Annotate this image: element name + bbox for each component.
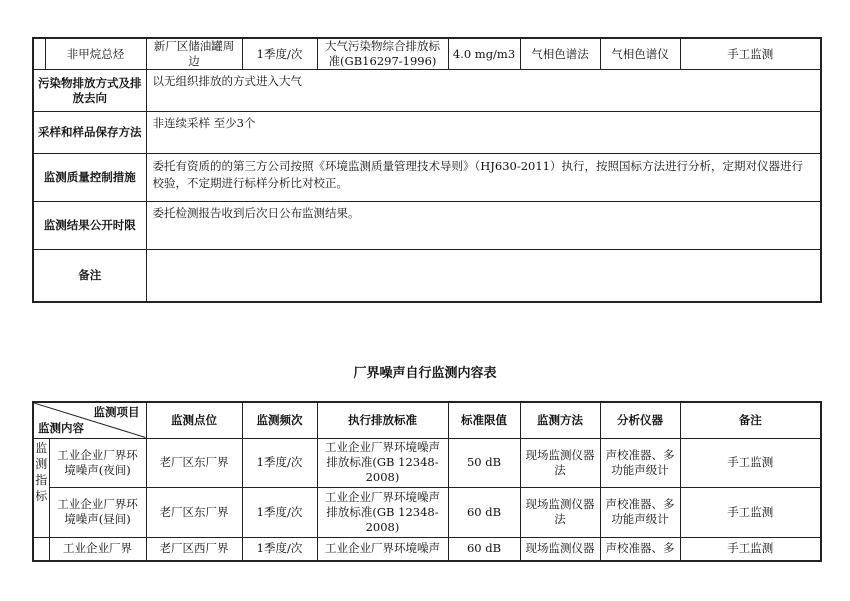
table-cell: 老厂区东厂界 xyxy=(146,438,242,487)
table-cell: 非甲烷总烃 xyxy=(45,38,146,70)
table-row xyxy=(33,537,821,561)
table-cell: 50 dB xyxy=(448,438,520,487)
table-row xyxy=(33,438,821,487)
column-header: 备注 xyxy=(680,402,821,438)
table-row xyxy=(33,487,821,537)
table-cell: 60 dB xyxy=(448,487,520,537)
row-label: 污染物排放方式及排放去向 xyxy=(33,70,146,112)
table-cell: 4.0 mg/m3 xyxy=(448,38,520,70)
row-label: 监测结果公开时限 xyxy=(33,202,146,250)
row-value: 委托有资质的的第三方公司按照《环境监测质量管理技术导则》（HJ630-2011）执行，按照国标方法进行分析，定期对仪器进行校验，不定期进行标样分析比对校正。 xyxy=(146,154,821,202)
table-cell: 声校准器、多功能声级计 xyxy=(600,487,680,537)
table-cell: 手工监测 xyxy=(680,487,821,537)
table-cell: 手工监测 xyxy=(680,38,821,70)
table-cell: 1季度/次 xyxy=(242,438,317,487)
table-cell: 现场监测仪器 xyxy=(520,537,600,561)
table-row xyxy=(33,250,821,302)
table-row xyxy=(33,38,821,70)
table-cell: 1季度/次 xyxy=(242,537,317,561)
side-label: 监测指标 xyxy=(33,438,49,537)
table-cell xyxy=(33,537,49,561)
table-row xyxy=(33,202,821,250)
diagonal-header-cell xyxy=(33,402,146,438)
table-cell: 气相色谱法 xyxy=(520,38,600,70)
pollutant-monitoring-table xyxy=(32,37,822,303)
table-cell: 气相色谱仪 xyxy=(600,38,680,70)
diag-top-label: 监测项目 xyxy=(93,405,140,419)
table-cell: 60 dB xyxy=(448,537,520,561)
table-cell: 现场监测仪器法 xyxy=(520,438,600,487)
row-value: 非连续采样 至少3个 xyxy=(146,112,821,154)
diag-bottom-label: 监测内容 xyxy=(38,420,84,435)
table-header-row xyxy=(33,402,821,438)
row-value: 委托检测报告收到后次日公布监测结果。 xyxy=(146,202,821,250)
table-cell: 老厂区西厂界 xyxy=(146,537,242,561)
table-cell: 工业企业厂界环境噪声(夜间) xyxy=(49,438,146,487)
table-cell: 工业企业厂界 xyxy=(49,537,146,561)
column-header: 监测频次 xyxy=(242,402,317,438)
table-cell: 现场监测仪器法 xyxy=(520,487,600,537)
row-label: 采样和样品保存方法 xyxy=(33,112,146,154)
table-cell: 1季度/次 xyxy=(242,38,317,70)
noise-table-title: 厂界噪声自行监测内容表 xyxy=(353,366,497,381)
column-header: 监测点位 xyxy=(146,402,242,438)
table-cell: 手工监测 xyxy=(680,438,821,487)
row-label: 监测质量控制措施 xyxy=(33,154,146,202)
table-cell: 手工监测 xyxy=(680,537,821,561)
table-cell: 工业企业厂界环境噪声 xyxy=(317,537,448,561)
table-row xyxy=(33,154,821,202)
table-cell: 工业企业厂界环境噪声排放标准(GB 12348-2008) xyxy=(317,487,448,537)
table-row xyxy=(33,70,821,112)
table-cell: 1季度/次 xyxy=(242,487,317,537)
table-cell xyxy=(33,38,45,70)
table-cell: 大气污染物综合排放标准(GB16297-1996) xyxy=(317,38,448,70)
table-cell: 工业企业厂界环境噪声(昼间) xyxy=(49,487,146,537)
table-cell: 老厂区东厂界 xyxy=(146,487,242,537)
column-header: 执行排放标准 xyxy=(317,402,448,438)
row-label: 备注 xyxy=(33,250,146,302)
column-header: 监测方法 xyxy=(520,402,600,438)
table-cell: 声校准器、多功能声级计 xyxy=(600,438,680,487)
table-cell: 声校准器、多 xyxy=(600,537,680,561)
column-header: 分析仪器 xyxy=(600,402,680,438)
table-cell: 工业企业厂界环境噪声排放标准(GB 12348-2008) xyxy=(317,438,448,487)
noise-monitoring-table xyxy=(32,401,822,562)
column-header: 标准限值 xyxy=(448,402,520,438)
row-value xyxy=(146,250,821,302)
row-value: 以无组织排放的方式进入大气 xyxy=(146,70,821,112)
table-row xyxy=(33,112,821,154)
table-cell: 新厂区储油罐周边 xyxy=(146,38,242,70)
